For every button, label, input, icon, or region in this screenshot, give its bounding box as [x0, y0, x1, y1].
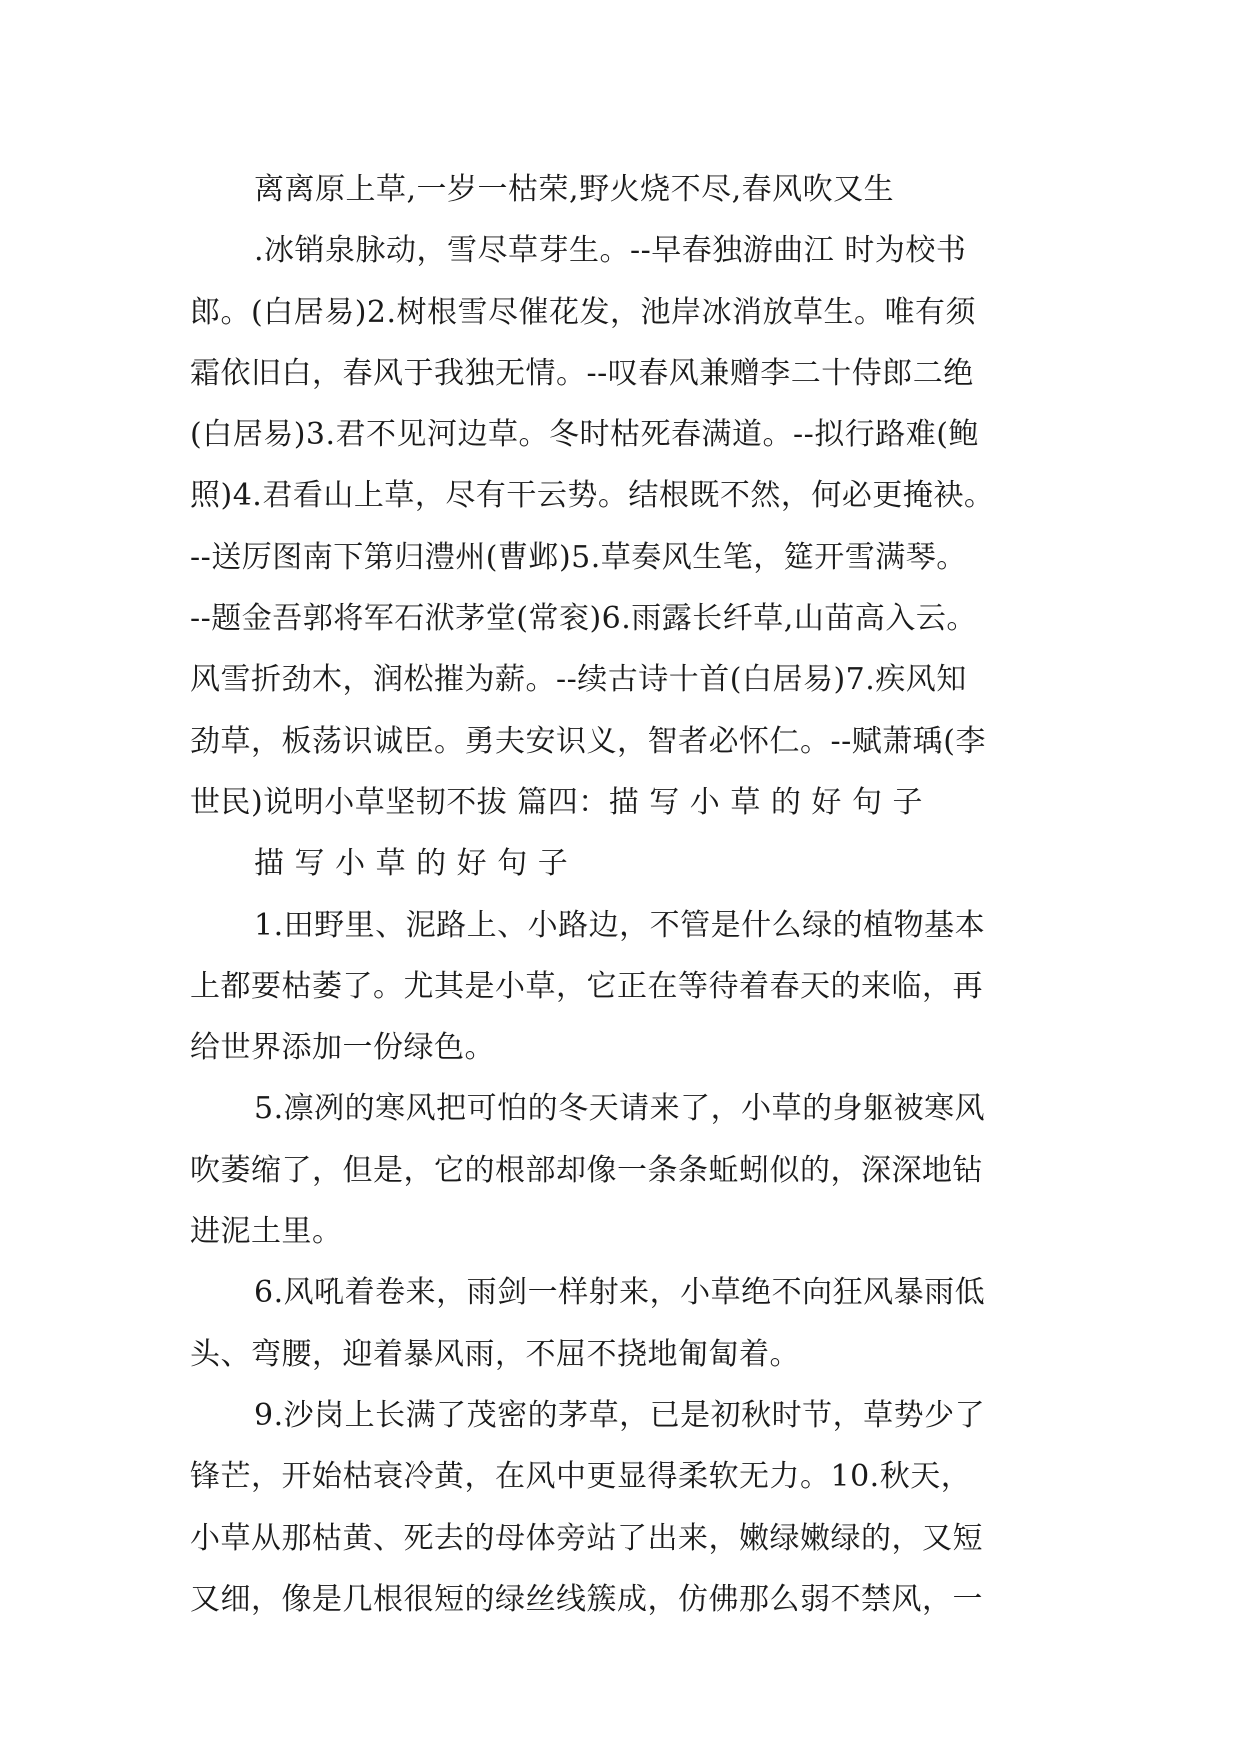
text-line: .冰销泉脉动，雪尽草芽生。--早春独游曲江 时为校书	[254, 233, 967, 269]
text-line: 上都要枯萎了。尤其是小草，它正在等待着春天的来临，再	[190, 968, 983, 1004]
text-line: 劲草，板荡识诚臣。勇夫安识义，智者必怀仁。--赋萧瑀(李	[190, 723, 986, 759]
text-line: 又细，像是几根很短的绿丝线簇成，仿佛那么弱不禁风，一	[190, 1581, 983, 1617]
text-line: 风雪折劲木，润松摧为薪。--续古诗十首(白居易)7.疾风知	[190, 662, 967, 698]
text-line: 霜依旧白，春风于我独无情。--叹春风兼赠李二十侍郎二绝	[190, 355, 974, 391]
text-line: 进泥土里。	[190, 1214, 343, 1250]
text-line: 离离原上草,一岁一枯荣,野火烧不尽,春风吹又生	[254, 172, 895, 207]
body-text	[190, 159, 1060, 1630]
text-line: 给世界添加一份绿色。	[190, 1030, 495, 1066]
text-line: 世民)说明小草坚韧不拔 篇四：描 写 小 草 的 好 句 子	[190, 784, 923, 820]
text-line: 吹萎缩了，但是，它的根部却像一条条蚯蚓似的，深深地钻	[190, 1152, 983, 1188]
text-line: 头、弯腰，迎着暴风雨，不屈不挠地匍匐着。	[190, 1336, 800, 1372]
text-line: 1.田野里、泥路上、小路边，不管是什么绿的植物基本	[254, 907, 986, 943]
text-line: 郎。(白居易)2.树根雪尽催花发，池岸冰消放草生。唯有须	[190, 294, 977, 330]
text-line: 6.风吼着卷来，雨剑一样射来，小草绝不向狂风暴雨低	[254, 1275, 986, 1311]
text-line: 5.凛冽的寒风把可怕的冬天请来了，小草的身躯被寒风	[254, 1091, 986, 1127]
text-line: --送厉图南下第归澧州(曹邺)5.草奏风生笔，筵开雪满琴。	[190, 539, 967, 575]
text-line: 小草从那枯黄、死去的母体旁站了出来，嫩绿嫩绿的，又短	[190, 1520, 983, 1556]
text-line: --题金吾郭将军石洑茅堂(常衮)6.雨露长纤草,山苗高入云。	[190, 601, 977, 637]
text-line: 锋芒，开始枯衰冷黄，在风中更显得柔软无力。10.秋天，	[190, 1459, 972, 1495]
text-line: (白居易)3.君不见河边草。冬时枯死春满道。--拟行路难(鲍	[190, 417, 980, 453]
text-line: 9.沙岗上长满了茂密的茅草，已是初秋时节，草势少了	[254, 1397, 986, 1433]
section-heading: 描 写 小 草 的 好 句 子	[254, 846, 569, 882]
text-line: 照)4.君看山上草，尽有干云势。结根既不然，何必更掩袂。	[190, 478, 995, 514]
